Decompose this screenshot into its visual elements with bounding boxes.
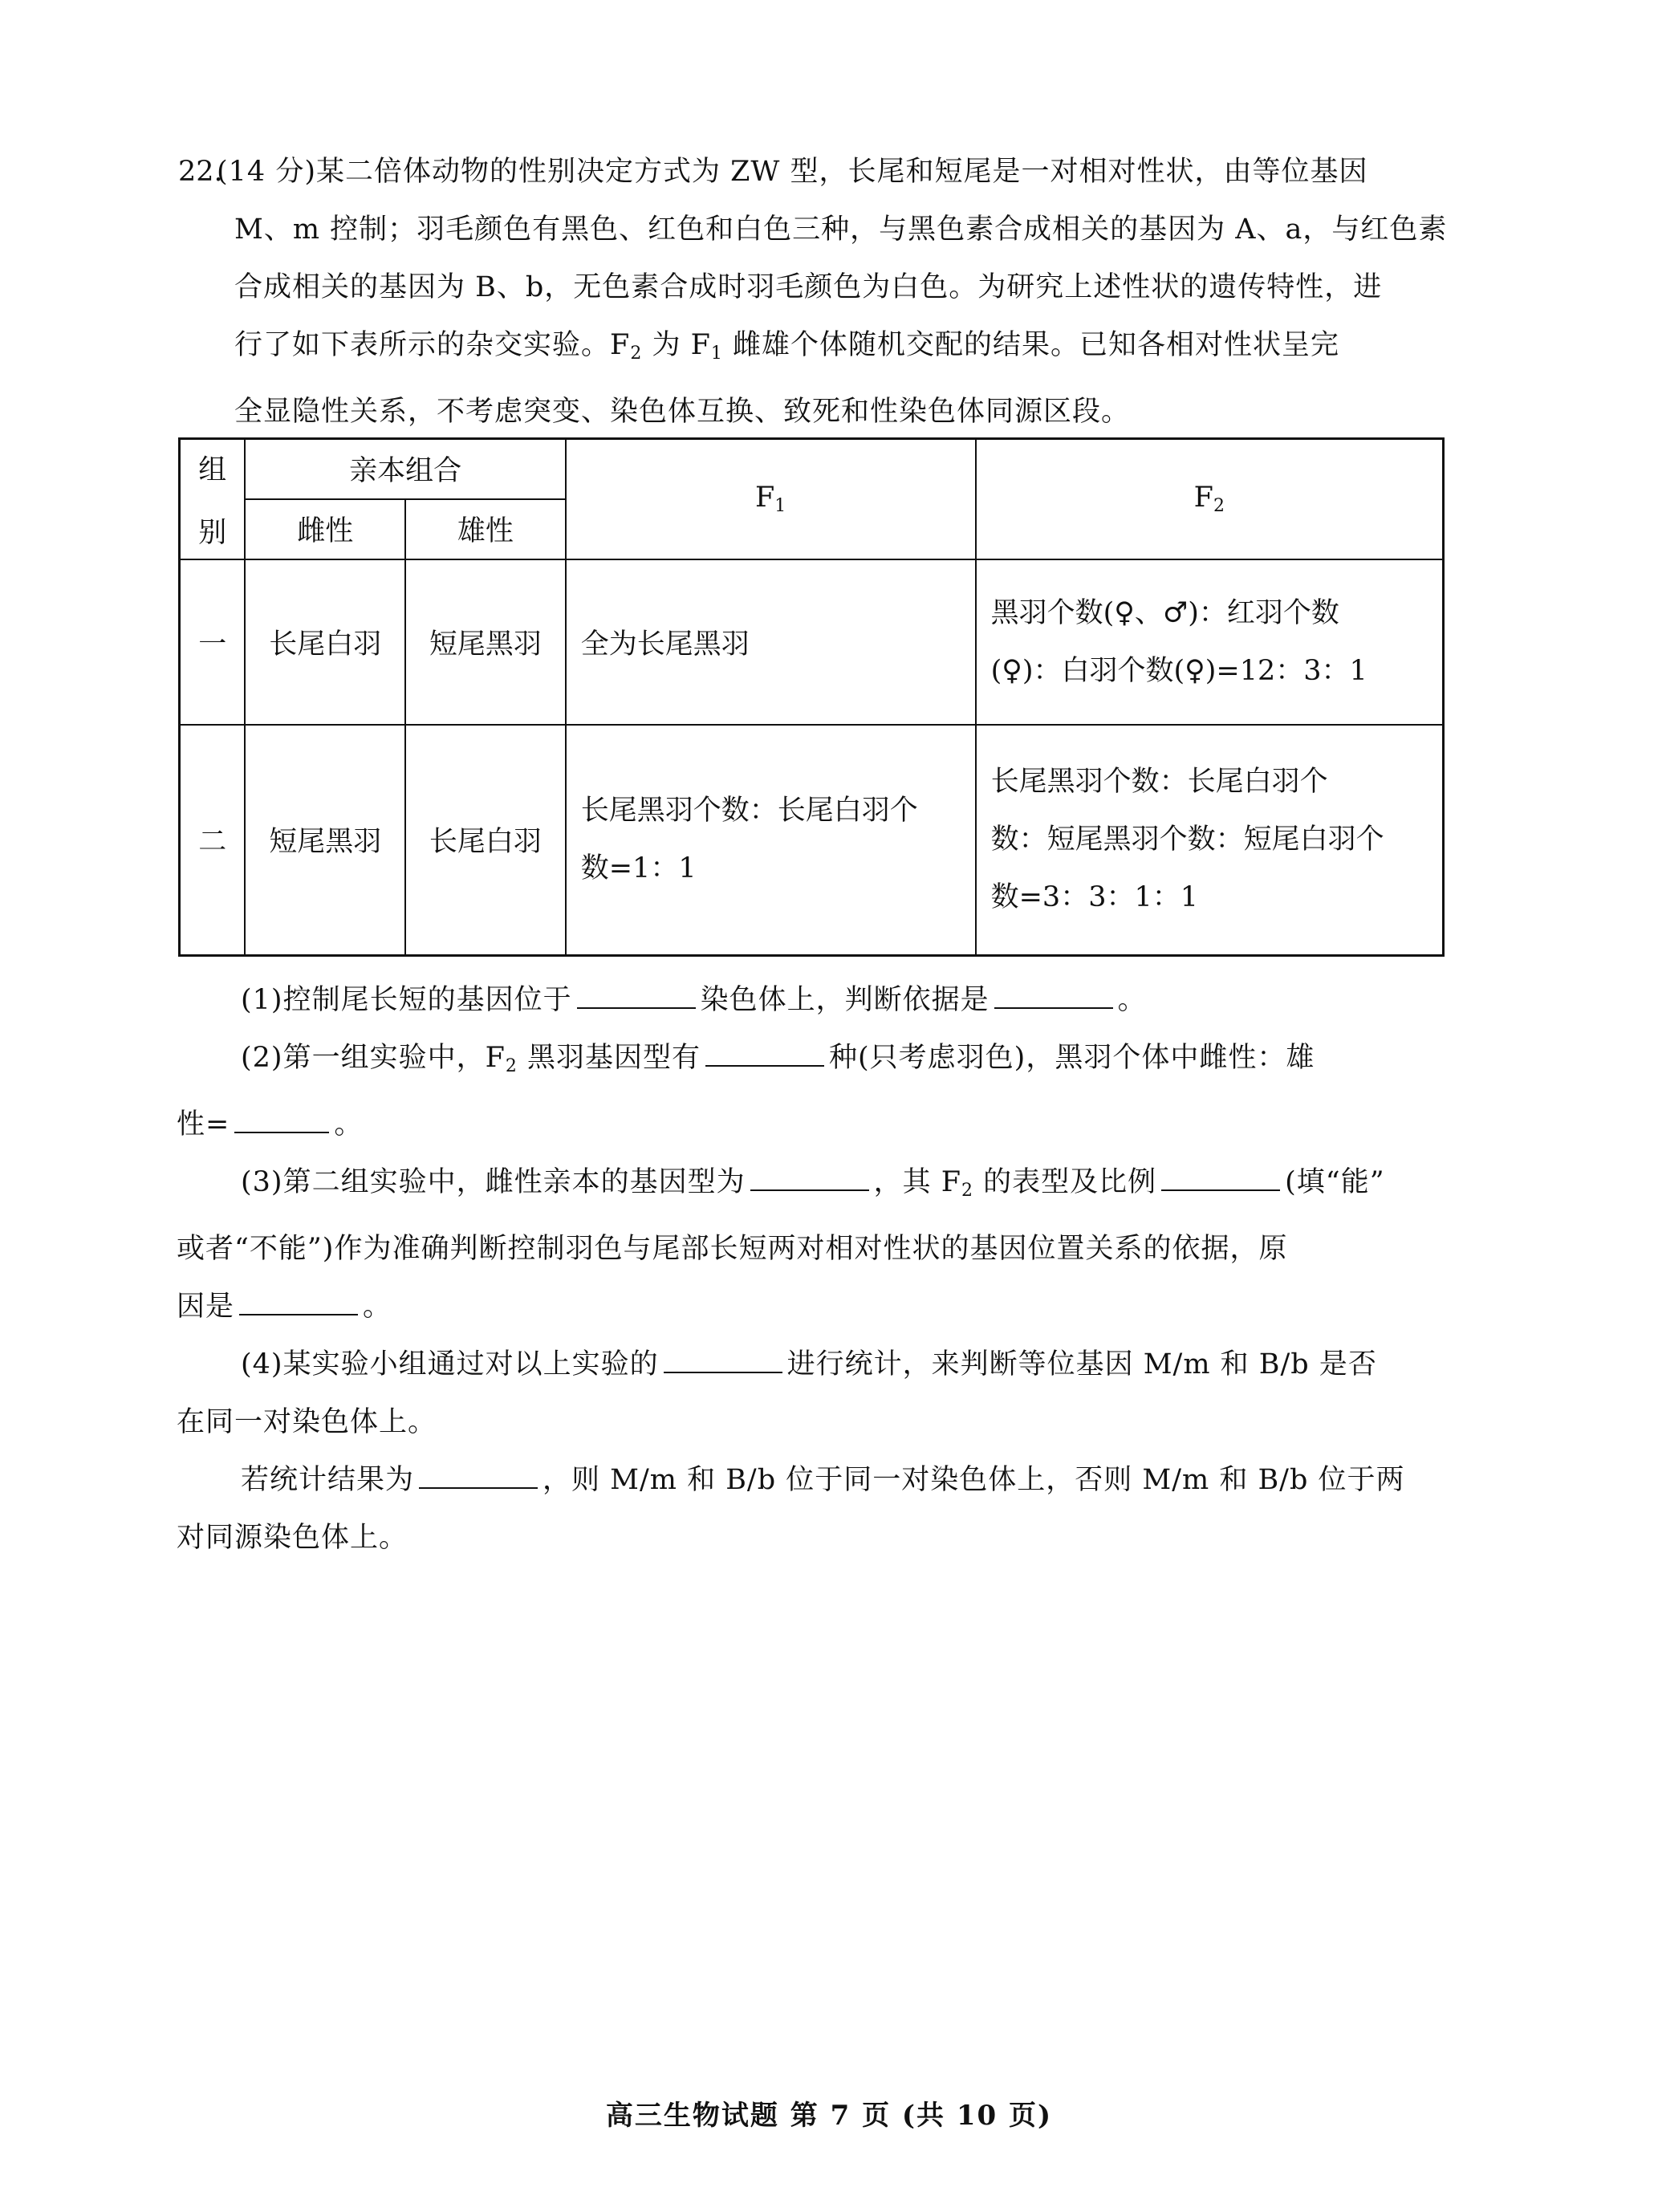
f2-header: $F_2$ <box>976 439 1444 559</box>
answer-blank[interactable] <box>664 1348 782 1373</box>
intro-line-4-tail-f: F <box>610 329 631 361</box>
subquestion-4-end: 对同源染色体上。 <box>177 1522 408 1554</box>
subquestion-2: (2)第一组实验中，$F_2$ 黑羽基因型有 种(只考虑羽色)，黑羽个体中雌性：雄 <box>241 1042 1315 1076</box>
subquestion-4-cont: 在同一对染色体上。 <box>177 1406 437 1438</box>
subquestions <box>177 971 1453 1567</box>
subquestion-3: (3)第二组实验中，雌性亲本的基因型为 ，其 $F_2$ 的表型及比例 (填“能” <box>241 1166 1385 1201</box>
cross-experiment-table <box>178 437 1445 957</box>
answer-blank[interactable] <box>994 983 1113 1009</box>
male-header: 雄性 <box>405 499 566 559</box>
f1-cell: 长尾黑羽个数：长尾白羽个 数=1：1 <box>566 725 976 956</box>
subquestion-4-result: 若统计结果为 ，则 M/m 和 B/b 位于同一对染色体上，否则 M/m 和 B/b 位于两 <box>241 1464 1405 1496</box>
intro-line-2: M、m 控制；羽毛颜色有黑色、红色和白色三种，与黑色素合成相关的基因为 A、a，与红色素 <box>234 213 1448 246</box>
question-number: 22. <box>178 156 223 188</box>
f1-header: $F_1$ <box>566 439 976 559</box>
subquestion-1: (1)控制尾长短的基因位于 染色体上，判断依据是 。 <box>241 984 1147 1016</box>
subquestion-3-cont: 或者“不能”)作为准确判断控制羽色与尾部长短两对相对性状的基因位置关系的依据，原 <box>177 1233 1288 1265</box>
male-cell: 短尾黑羽 <box>405 559 566 725</box>
answer-blank[interactable] <box>750 1165 869 1191</box>
f1-cell: 全为长尾黑羽 <box>566 559 976 725</box>
answer-blank[interactable] <box>705 1041 824 1067</box>
intro-line-4-tail-sub2: 2 <box>630 344 643 364</box>
intro-line-4 <box>177 316 1453 383</box>
male-cell: 长尾白羽 <box>405 725 566 956</box>
table-row <box>180 559 1444 725</box>
intro-line-4-tail-end: 雌雄个体随机交配的结果。已知各相对性状呈完 <box>722 329 1339 361</box>
answer-blank[interactable] <box>419 1463 538 1489</box>
f2-cell: 黑羽个数(♀、♂)：红羽个数 (♀)：白羽个数(♀)=12：3：1 <box>976 559 1444 725</box>
group-cell: 二 <box>180 725 246 956</box>
answer-blank[interactable] <box>577 983 696 1009</box>
intro-line-5: 全显隐性关系，不考虑突变、染色体互换、致死和性染色体同源区段。 <box>234 396 1131 428</box>
page-footer: 高三生物试题 第 7 页 (共 10 页) <box>605 2100 1053 2132</box>
intro-line-4-head: 行了如下表所示的杂交实验。 <box>234 329 611 361</box>
female-cell: 长尾白羽 <box>245 559 405 725</box>
f2-cell: 长尾黑羽个数：长尾白羽个 数：短尾黑羽个数：短尾白羽个 数=3：3：1：1 <box>976 725 1444 956</box>
question-intro <box>177 143 1453 441</box>
group-cell: 一 <box>180 559 246 725</box>
intro-line-4-tail-sub1: 1 <box>710 344 723 364</box>
group-header: 组 别 <box>180 439 246 559</box>
parent-combo-header: 亲本组合 <box>245 439 565 499</box>
intro-line-3: 合成相关的基因为 B、b，无色素合成时羽毛颜色为白色。为研究上述性状的遗传特性，进 <box>234 271 1383 303</box>
intro-line-4-tail-mid: 为 F <box>642 329 711 361</box>
subquestion-3-end: 因是 。 <box>177 1291 392 1323</box>
answer-blank[interactable] <box>1161 1165 1280 1191</box>
subquestion-2-cont: 性= 。 <box>177 1108 364 1141</box>
female-cell: 短尾黑羽 <box>245 725 405 956</box>
answer-blank[interactable] <box>234 1108 329 1133</box>
answer-blank[interactable] <box>239 1290 358 1315</box>
female-header: 雌性 <box>245 499 405 559</box>
table-row <box>180 725 1444 956</box>
intro-line-1: (14 分)某二倍体动物的性别决定方式为 ZW 型，长尾和短尾是一对相对性状，由等位基因 <box>217 156 1368 188</box>
subquestion-4: (4)某实验小组通过对以上实验的 进行统计，来判断等位基因 M/m 和 B/b 是否 <box>241 1348 1377 1380</box>
